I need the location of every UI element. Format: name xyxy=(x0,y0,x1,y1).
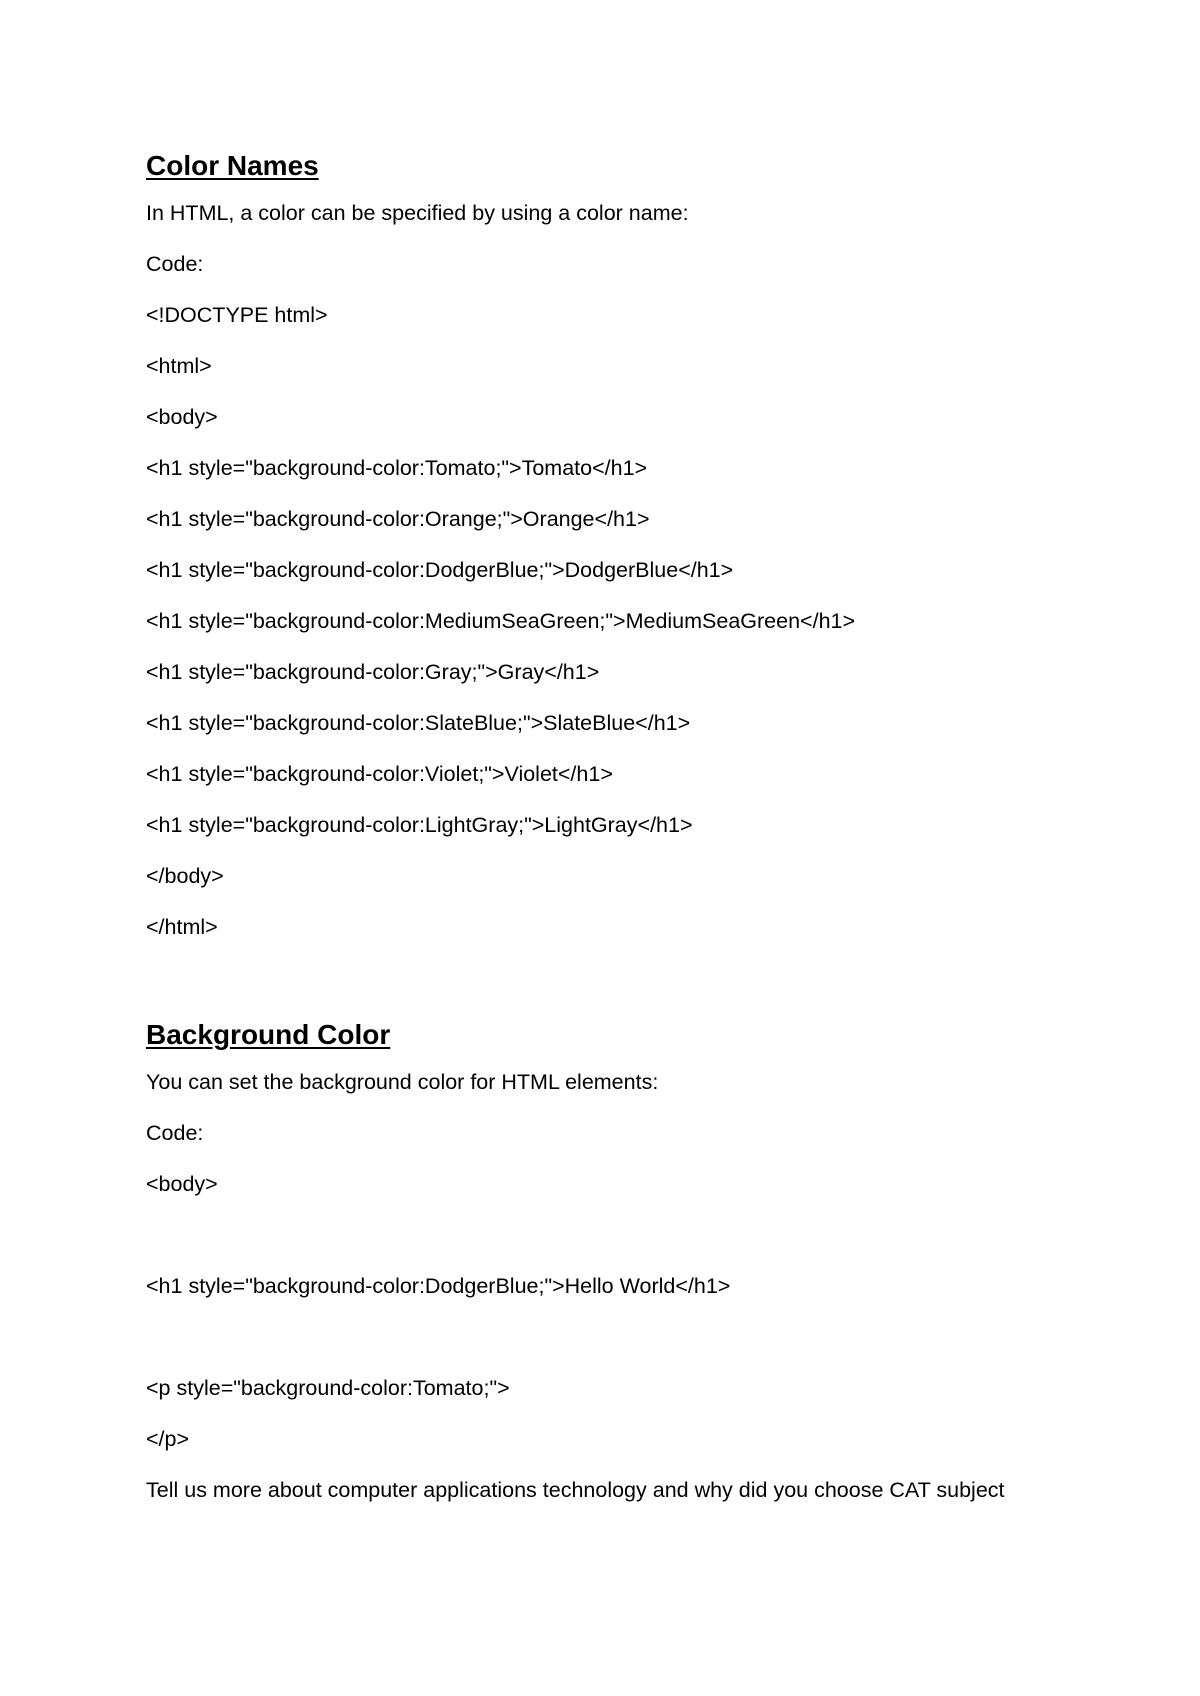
code-line: <h1 style="background-color:DodgerBlue;">DodgerBlue</h1> xyxy=(146,558,734,582)
code-line: <body> xyxy=(146,1172,218,1196)
code-label: Code: xyxy=(146,1121,204,1145)
document-content xyxy=(146,146,1046,1507)
section-heading-color-names: Color Names xyxy=(146,150,319,181)
question-paragraph: Tell us more about computer applications technology and why did you choose CAT subject xyxy=(146,1478,1005,1502)
code-line: <body> xyxy=(146,405,218,429)
code-line: </p> xyxy=(146,1427,190,1451)
code-line: <html> xyxy=(146,354,212,378)
code-line: </html> xyxy=(146,915,218,939)
code-line: <h1 style="background-color:Orange;">Orange</h1> xyxy=(146,507,650,531)
code-label: Code: xyxy=(146,252,204,276)
code-line: <h1 style="background-color:Tomato;">Tomato</h1> xyxy=(146,456,648,480)
code-line: <p style="background-color:Tomato;"> xyxy=(146,1376,510,1400)
code-line: <!DOCTYPE html> xyxy=(146,303,328,327)
code-line: <h1 style="background-color:DodgerBlue;">Hello World</h1> xyxy=(146,1274,731,1298)
code-line: <h1 style="background-color:LightGray;">LightGray</h1> xyxy=(146,813,693,837)
code-line: <h1 style="background-color:Violet;">Violet</h1> xyxy=(146,762,613,786)
code-line: </body> xyxy=(146,864,224,888)
section-intro: In HTML, a color can be specified by using a color name: xyxy=(146,201,689,225)
code-line: <h1 style="background-color:Gray;">Gray</h1> xyxy=(146,660,600,684)
code-line: <h1 style="background-color:SlateBlue;">SlateBlue</h1> xyxy=(146,711,691,735)
section-heading-background-color: Background Color xyxy=(146,1019,391,1050)
code-line: <h1 style="background-color:MediumSeaGreen;">MediumSeaGreen</h1> xyxy=(146,609,856,633)
section-intro: You can set the background color for HTML elements: xyxy=(146,1070,659,1094)
